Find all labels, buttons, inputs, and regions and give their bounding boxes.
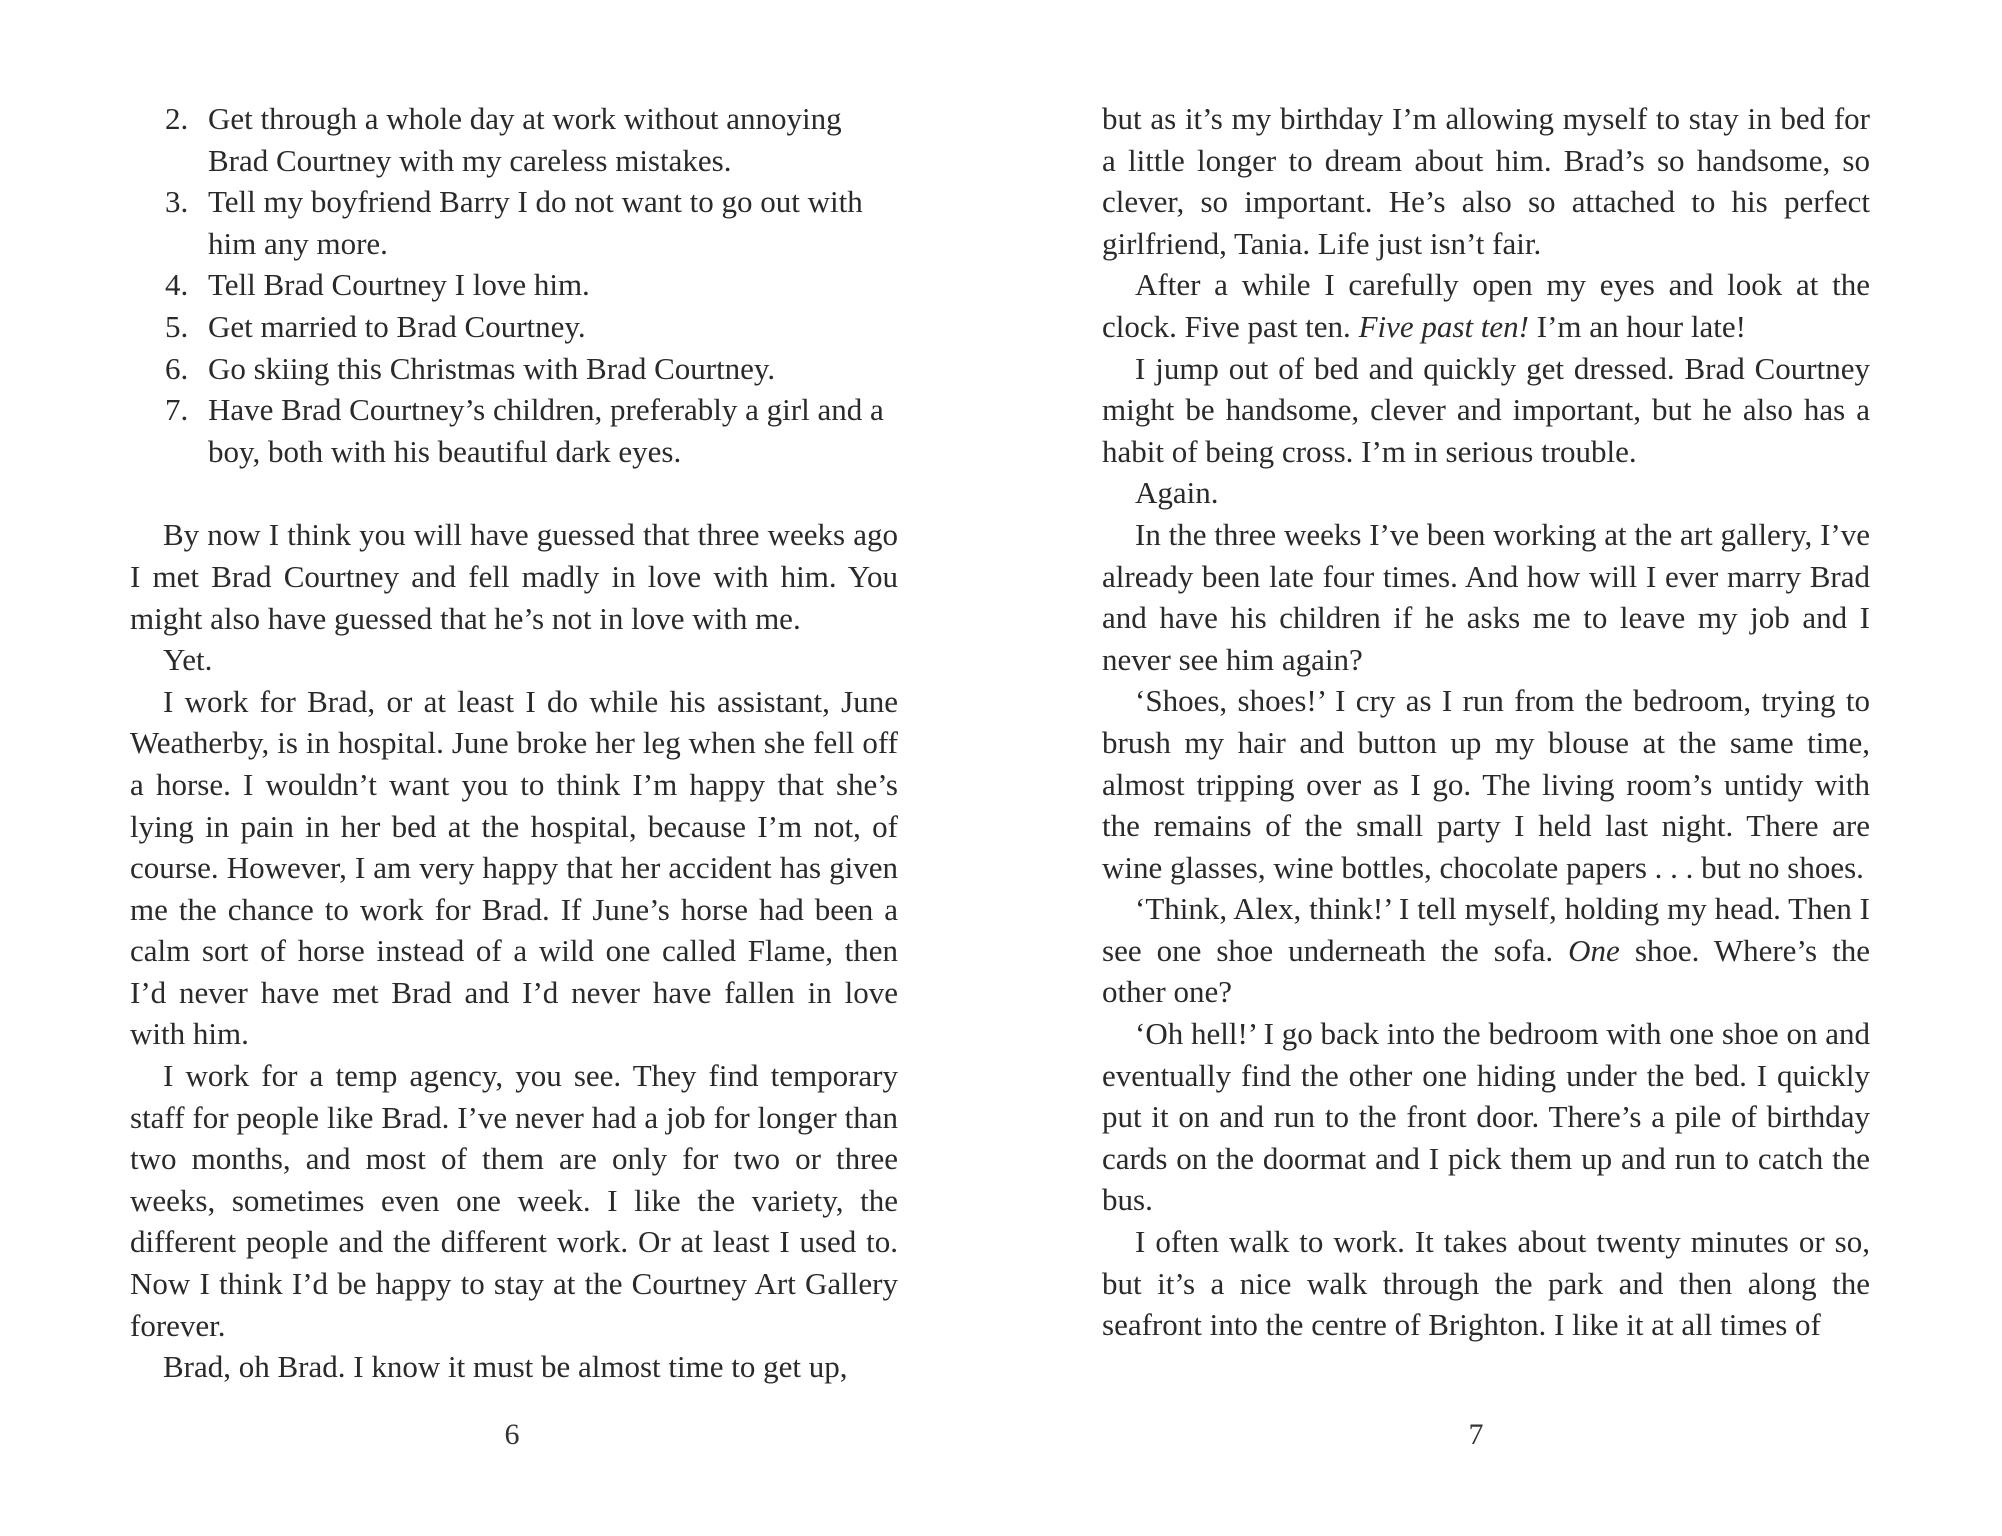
list-item-number: 4. [165, 267, 189, 303]
paragraph [1102, 264, 1870, 347]
emphasis-text: Five past ten! [1358, 308, 1530, 344]
paragraph: Yet. [163, 642, 213, 678]
paragraph: I often walk to work. It takes about twenty minutes or so, but it’s a nice walk through the park and then along the seafront into the centre of Brighton. I like it at all times of [1102, 1224, 1870, 1343]
paragraph: Brad, oh Brad. I know it must be almost time to get up, [163, 1349, 848, 1385]
list-item-number: 2. [165, 101, 189, 136]
left-page [130, 98, 898, 1388]
paragraph: I work for Brad, or at least I do while his assistant, June Weatherby, is in hospital. June broke her leg when she fell off a horse. I wouldn’t want you to think I’m happy that she’s lying in pain in her bed at the hospital, because I’m not, of course. However, I am very happy that her accident has given me the chance to work for Brad. If June’s horse had been a calm sort of horse instead of a wild one called Flame, then I’d never have met Brad and I’d never have fallen in love with him. [130, 683, 898, 1052]
list-item-number: 5. [165, 308, 189, 344]
paragraph: By now I think you will have guessed that three weeks ago I met Brad Courtney and fell madly in love with him. You might also have guessed that he’s not in love with me. [130, 517, 898, 636]
list-item [130, 348, 898, 390]
list-item-number: 3. [165, 184, 189, 220]
list-item [130, 98, 898, 181]
numbered-list [130, 98, 898, 472]
list-item-text: Tell my boyfriend Barry I do not want to go out with him any more. [208, 184, 863, 261]
paragraph-text: I’m an hour late! [1529, 308, 1746, 344]
paragraph [1102, 888, 1870, 1013]
paragraph: Again. [1135, 475, 1219, 511]
emphasis-text: One [1568, 932, 1620, 968]
list-item-number: 7. [165, 392, 189, 428]
page-number-left: 6 [504, 1418, 520, 1451]
paragraph-text: ‘Think, Alex, think!’ I tell myself, holding my head. Then I see one shoe underneath the sofa. [1102, 891, 1870, 968]
list-item [130, 389, 898, 472]
right-page [1102, 98, 1870, 1346]
list-item [130, 181, 898, 264]
list-item-text: Tell Brad Courtney I love him. [208, 267, 590, 303]
paragraph-text: shoe. Where’s the other one? [1102, 932, 1870, 1010]
paragraph: but as it’s my birthday I’m allowing myself to stay in bed for a little longer to dream about him. Brad’s so handsome, so clever, so important. He’s also so attached to his perfect girlfriend, Tania. Life just isn’t fair. [1102, 101, 1870, 261]
paragraph: ‘Oh hell!’ I go back into the bedroom with one shoe on and eventually find the other one hiding under the bed. I quickly put it on and run to the front door. There’s a pile of birthday cards on the doormat and I pick them up and run to catch the bus. [1102, 1016, 1870, 1218]
paragraph: I jump out of bed and quickly get dressed. Brad Courtney might be handsome, clever and important, but he also has a habit of being cross. I’m in serious trouble. [1102, 350, 1870, 469]
list-item-text: Get through a whole day at work without annoying Brad Courtney with my careless mistakes. [208, 101, 842, 178]
list-item [130, 264, 898, 306]
paragraph: In the three weeks I’ve been working at the art gallery, I’ve already been late four times. And how will I ever marry Brad and have his children if he asks me to leave my job and I never see him again? [1102, 516, 1870, 677]
page-number-right: 7 [1468, 1418, 1484, 1451]
section-gap [130, 472, 898, 514]
paragraph: ‘Shoes, shoes!’ I cry as I run from the bedroom, trying to brush my hair and button up my blouse at the same time, almost tripping over as I go. The living room’s untidy with the remains of the small party I held last night. There are wine glasses, wine bottles, chocolate papers . . . but no shoes. [1102, 683, 1870, 885]
paragraph-text: After a while I carefully open my eyes and look at the clock. Five past ten. [1102, 267, 1870, 344]
list-item-text: Go skiing this Christmas with Brad Courtney. [208, 350, 776, 386]
list-item-number: 6. [165, 350, 189, 386]
paragraph: I work for a temp agency, you see. They find temporary staff for people like Brad. I’ve never had a job for longer than two months, and most of them are only for two or three weeks, sometimes even one week. I like the variety, the different people and the different work. Or at least I used to. Now I think I’d be happy to stay at the Courtney Art Gallery forever. [130, 1058, 898, 1343]
list-item [130, 306, 898, 348]
list-item-text: Have Brad Courtney’s children, preferably a girl and a boy, both with his beautiful dark eyes. [208, 392, 884, 469]
list-item-text: Get married to Brad Courtney. [208, 308, 586, 344]
